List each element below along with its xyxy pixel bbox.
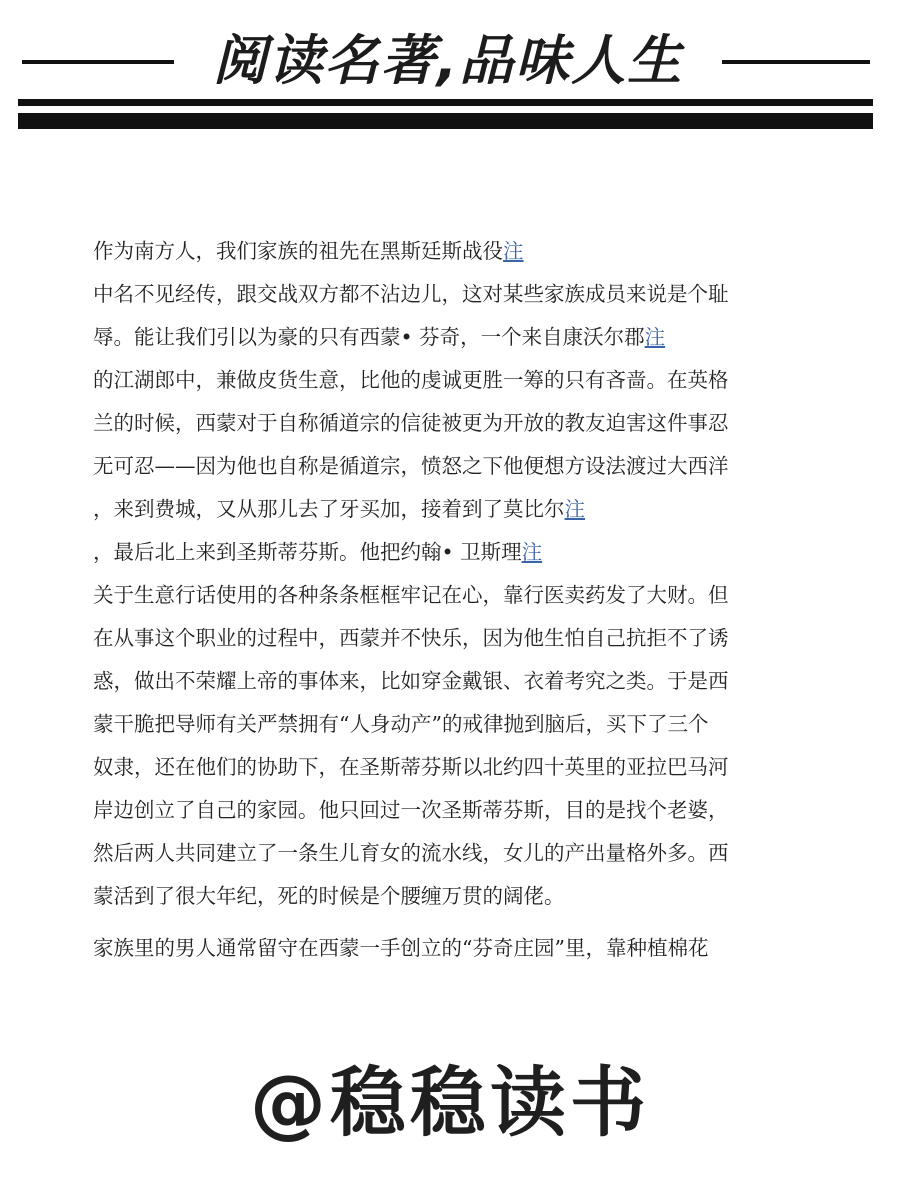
line-text: 的江湖郎中，兼做皮货生意，比他的虔诚更胜一筹的只有吝啬。在英格 xyxy=(93,368,729,392)
text-line xyxy=(93,660,813,703)
line-text: ，最后北上来到圣斯蒂芬斯。他把约翰• 卫斯理 xyxy=(93,540,522,564)
text-line xyxy=(93,359,813,402)
watermark-handle: @稳稳读书 xyxy=(250,1058,650,1147)
text-line xyxy=(93,574,813,617)
line-text: 家族里的男人通常留守在西蒙一手创立的“芬奇庄园”里，靠种植棉花 xyxy=(93,936,709,960)
text-line xyxy=(93,832,813,875)
line-text: 蒙活到了很大年纪，死的时候是个腰缠万贯的阔佬。 xyxy=(93,884,565,908)
text-line xyxy=(93,746,813,789)
footnote-link[interactable]: 注 xyxy=(564,497,585,521)
text-line xyxy=(93,927,813,970)
line-text: 蒙干脆把导师有关严禁拥有“人身动产”的戒律抛到脑后，买下了三个 xyxy=(93,712,709,736)
text-line xyxy=(93,531,813,574)
header-right-line xyxy=(722,60,870,64)
line-text: 岸边创立了自己的家园。他只回过一次圣斯蒂芬斯，目的是找个老婆， xyxy=(93,798,729,822)
line-text: 惑，做出不荣耀上帝的事体来，比如穿金戴银、衣着考究之类。于是西 xyxy=(93,669,729,693)
footnote-link[interactable]: 注 xyxy=(521,540,543,564)
paragraph-gap xyxy=(93,918,813,927)
footnote-link[interactable]: 注 xyxy=(644,325,666,349)
line-text: 然后两人共同建立了一条生儿育女的流水线，女儿的产出量格外多。西 xyxy=(93,841,729,865)
line-text: 辱。能让我们引以为豪的只有西蒙• 芬奇，一个来自康沃尔郡 xyxy=(93,325,645,349)
line-text: 作为南方人，我们家族的祖先在黑斯廷斯战役 xyxy=(93,239,503,263)
line-text: 无可忍——因为他也自称是循道宗，愤怒之下他便想方设法渡过大西洋 xyxy=(93,454,729,478)
text-line xyxy=(93,273,813,316)
text-line xyxy=(93,703,813,746)
text-line xyxy=(93,789,813,832)
line-text: 奴隶，还在他们的协助下，在圣斯蒂芬斯以北约四十英里的亚拉巴马河 xyxy=(93,755,729,779)
text-line xyxy=(93,617,813,660)
header-left-line xyxy=(22,60,174,64)
article-body xyxy=(93,230,813,970)
header-thin-rule xyxy=(18,99,873,106)
text-line xyxy=(93,875,813,918)
line-text: ，来到费城，又从那儿去了牙买加，接着到了莫比尔 xyxy=(93,497,565,521)
line-text: 中名不见经传，跟交战双方都不沾边儿，这对某些家族成员来说是个耻 xyxy=(93,282,729,306)
text-line xyxy=(93,402,813,445)
header-thick-rule xyxy=(18,113,873,129)
header-title: 阅读名著,品味人生 xyxy=(212,29,684,92)
text-line xyxy=(93,445,813,488)
text-line xyxy=(93,316,813,359)
line-text: 在从事这个职业的过程中，西蒙并不快乐，因为他生怕自己抗拒不了诱 xyxy=(93,626,729,650)
text-line xyxy=(93,230,813,273)
line-text: 兰的时候，西蒙对于自称循道宗的信徒被更为开放的教友迫害这件事忍 xyxy=(93,411,729,435)
page-header xyxy=(0,0,900,140)
line-text: 关于生意行话使用的各种条条框框牢记在心，靠行医卖药发了大财。但 xyxy=(93,583,729,607)
footnote-link[interactable]: 注 xyxy=(503,239,524,263)
text-line xyxy=(93,488,813,531)
